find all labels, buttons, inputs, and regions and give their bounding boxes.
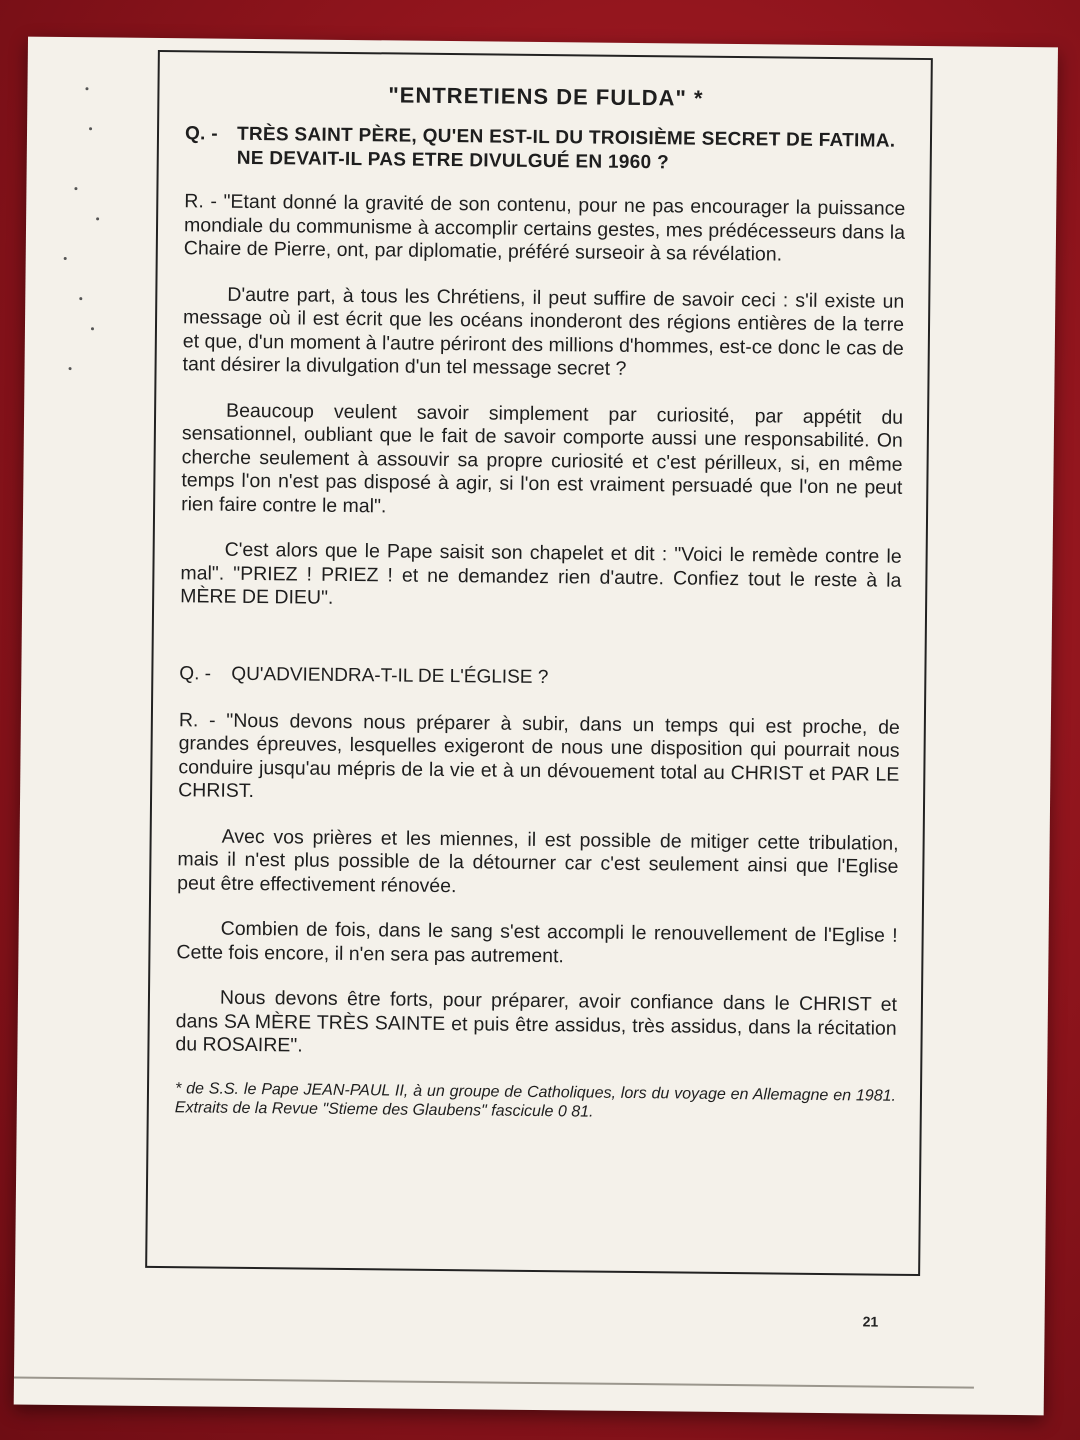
paper-sheet bbox=[14, 37, 1058, 1416]
article-frame bbox=[145, 50, 933, 1276]
page-number: 21 bbox=[862, 1313, 879, 1330]
answer-1-paragraph-4: C'est alors que le Pape saisit son chapelet et dit : "Voici le remède contre le mal". "PRIEZ ! PRIEZ ! et ne demandez rien d'autre. Confiez tout le reste à la MÈRE DE DIEU". bbox=[180, 538, 902, 609]
answer-1-paragraph-3: Beaucoup veulent savoir simplement par curiosité, par appétit du sensationnel, oubliant que le fait de savoir comporte aussi une responsabilité. On cherche seulement à assouvir sa propre curiosité et c'est périlleux, si, en même temps l'on n'est pas disposé à agir, si l'on est vraiment persuadé que l'on ne peut rien faire contre le mal". bbox=[181, 399, 904, 517]
answer-1-paragraph-2: D'autre part, à tous les Chrétiens, il peut suffire de savoir ceci : s'il existe un message où il est écrit que les océans inonderont des régions entières de la terre et que, d'un moment à l'autre périront des millions d'hommes, est-ce donc le cas de tant désirer la divulgation d'un tel message secret ? bbox=[182, 283, 905, 380]
answer-2-paragraph-4: Nous devons être forts, pour préparer, avoir confiance dans le CHRIST et dans SA MÈRE TRÈS SAINTE et puis être assidus, très assidus, dans la récitation du ROSAIRE". bbox=[175, 986, 898, 1057]
question-1-text: TRÈS SAINT PÈRE, QU'EN EST-IL DU TROISIÈME SECRET DE FATIMA. NE DEVAIT-IL PAS ETRE DIVULGUÉ EN 1960 ? bbox=[236, 123, 896, 174]
question-2-label: Q. - bbox=[179, 662, 212, 685]
fold-line bbox=[14, 1377, 974, 1389]
article-title: "ENTRETIENS DE FULDA" * bbox=[388, 82, 704, 111]
answer-2-paragraph-1: R. - "Nous devons nous préparer à subir, dans un temps qui est proche, de grandes épreuves, lesquelles exigeront de nous une disposition qui pourrait nous conduire jusqu'au mépris de la vie et à un dévouement total au CHRIST et PAR LE CHRIST. bbox=[178, 708, 900, 803]
answer-2-paragraph-2: Avec vos prières et les miennes, il est possible de mitiger cette tribulation, mais il n'est plus possible de la détourner car c'est seulement ainsi que l'Eglise peut être effectivement rénovée. bbox=[177, 825, 899, 897]
print-specks bbox=[42, 67, 125, 388]
question-1-label: Q. - bbox=[184, 123, 219, 145]
answer-1-paragraph-1: R. - "Etant donné la gravité de son contenu, pour ne pas encourager la puissance mondiale du communisme à accomplir certains gestes, mes prédécesseurs dans la Chaire de Pierre, ont, par diplomatie, préféré surseoir à sa révélation. bbox=[183, 190, 906, 266]
answer-2-paragraph-3: Combien de fois, dans le sang s'est accompli le renouvellement de l'Eglise ! Cette fois encore, il n'en sera pas autrement. bbox=[176, 917, 898, 967]
question-2-text: QU'ADVIENDRA-T-IL DE L'ÉGLISE ? bbox=[231, 663, 549, 688]
question-1 bbox=[185, 122, 906, 178]
footnote: * de S.S. le Pape JEAN-PAUL II, à un groupe de Catholiques, lors du voyage en Allemagne en 1981. Extraits de la Revue "Stieme des Glaubens" fascicule 0 81. bbox=[174, 1079, 897, 1121]
